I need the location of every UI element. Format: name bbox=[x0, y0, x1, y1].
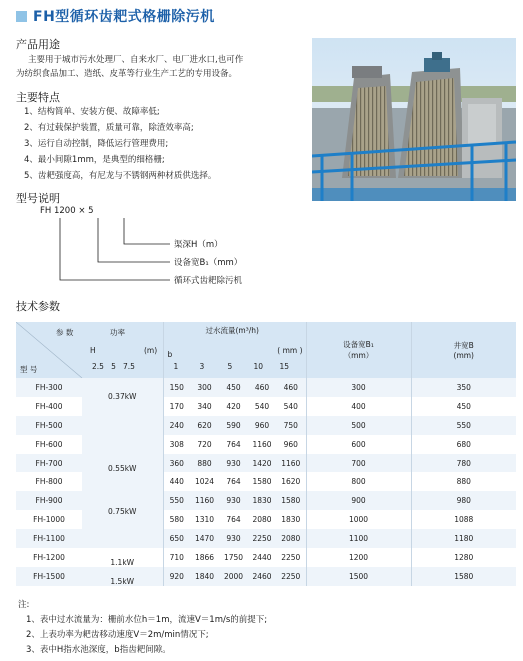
usage-line-1: 主要用于城市污水处理厂、自来水厂、电厂进水口,也可作 bbox=[28, 55, 244, 65]
flow-cell: 720 bbox=[190, 435, 219, 454]
well-cell: 350 bbox=[411, 378, 516, 397]
model-cell: FH-300 bbox=[16, 378, 82, 397]
model-cell: FH-700 bbox=[16, 454, 82, 473]
feature-item: 3、运行自动控制，降低运行管理费用; bbox=[24, 139, 169, 149]
width-cell: 1500 bbox=[306, 567, 411, 586]
header-h-values: 2.5 5 7.5 bbox=[92, 362, 135, 371]
well-cell: 880 bbox=[411, 472, 516, 491]
width-cell: 1100 bbox=[306, 529, 411, 548]
flow-cell: 150 bbox=[163, 378, 190, 397]
header-b-value: 10 bbox=[253, 362, 264, 371]
flow-cell: 880 bbox=[190, 454, 219, 473]
model-bracket-lines bbox=[40, 204, 300, 288]
product-photo bbox=[312, 38, 516, 201]
feature-item: 1、结构简单、安装方便、故障率低; bbox=[24, 107, 160, 117]
model-cell: FH-800 bbox=[16, 472, 82, 491]
model-cell: FH-400 bbox=[16, 397, 82, 416]
model-label-depth: 渠深H（m） bbox=[174, 240, 223, 250]
flow-cell: 710 bbox=[163, 548, 190, 567]
flow-cell: 1024 bbox=[190, 472, 219, 491]
well-cell: 980 bbox=[411, 491, 516, 510]
flow-cell: 1160 bbox=[248, 435, 276, 454]
header-power: 功率 bbox=[110, 328, 125, 337]
header-b-value: 1 bbox=[173, 362, 179, 371]
flow-cell: 460 bbox=[276, 378, 306, 397]
flow-cell: 1750 bbox=[219, 548, 248, 567]
flow-cell: 650 bbox=[163, 529, 190, 548]
note-item: 1、表中过水流量为：栅前水位h＝1m，流速V＝1m/s的前提下; bbox=[26, 615, 268, 625]
table-row bbox=[16, 548, 516, 567]
width-cell: 700 bbox=[306, 454, 411, 473]
note-item: 3、表中H指水池深度，b指齿耙间隙。 bbox=[26, 645, 171, 655]
width-cell: 1200 bbox=[306, 548, 411, 567]
header-b-value: 3 bbox=[199, 362, 205, 371]
flow-cell: 2250 bbox=[248, 529, 276, 548]
header-model: 型 号 bbox=[20, 365, 38, 374]
model-cell: FH-1200 bbox=[16, 548, 82, 567]
flow-cell: 1310 bbox=[190, 510, 219, 529]
header-well-unit: (mm) bbox=[453, 351, 474, 360]
header-h-unit: (m) bbox=[144, 346, 158, 355]
flow-cell: 540 bbox=[276, 397, 306, 416]
flow-cell: 1620 bbox=[276, 472, 306, 491]
flow-cell: 2080 bbox=[248, 510, 276, 529]
model-cell: FH-1500 bbox=[16, 567, 82, 586]
flow-cell: 2250 bbox=[276, 567, 306, 586]
feature-item: 5、齿耙强度高，有尼龙与不锈钢两种材质供选择。 bbox=[24, 171, 217, 181]
flow-cell: 1866 bbox=[190, 548, 219, 567]
flow-cell: 1470 bbox=[190, 529, 219, 548]
flow-cell: 1420 bbox=[248, 454, 276, 473]
flow-cell: 340 bbox=[190, 397, 219, 416]
well-cell: 1280 bbox=[411, 548, 516, 567]
width-cell: 300 bbox=[306, 378, 411, 397]
flow-cell: 1830 bbox=[248, 491, 276, 510]
flow-cell: 2250 bbox=[276, 548, 306, 567]
flow-cell: 550 bbox=[163, 491, 190, 510]
well-cell: 1180 bbox=[411, 529, 516, 548]
model-diagram bbox=[40, 204, 300, 288]
model-cell: FH-500 bbox=[16, 416, 82, 435]
table-row bbox=[16, 378, 516, 397]
flow-cell: 590 bbox=[219, 416, 248, 435]
notes-heading: 注: bbox=[18, 600, 30, 610]
flow-cell: 580 bbox=[163, 510, 190, 529]
params-table bbox=[16, 322, 516, 586]
width-cell: 900 bbox=[306, 491, 411, 510]
header-width-unit: （mm） bbox=[343, 351, 374, 360]
well-cell: 680 bbox=[411, 435, 516, 454]
header-well: 井宽B bbox=[453, 341, 474, 350]
model-code: FH 1200 × 5 bbox=[40, 206, 94, 216]
header-width-cell bbox=[306, 322, 411, 378]
header-well-cell bbox=[411, 322, 516, 378]
flow-cell: 440 bbox=[163, 472, 190, 491]
well-cell: 1088 bbox=[411, 510, 516, 529]
flow-cell: 450 bbox=[219, 378, 248, 397]
width-cell: 400 bbox=[306, 397, 411, 416]
header-model-power-cell bbox=[16, 322, 163, 378]
well-cell: 550 bbox=[411, 416, 516, 435]
flow-cell: 300 bbox=[190, 378, 219, 397]
flow-cell: 750 bbox=[276, 416, 306, 435]
header-b-value: 5 bbox=[227, 362, 233, 371]
feature-item: 2、有过载保护装置，质量可靠，除渣效率高; bbox=[24, 123, 194, 133]
page-title: FH型循环齿耙式格栅除污机 bbox=[33, 9, 215, 25]
width-cell: 500 bbox=[306, 416, 411, 435]
model-cell: FH-900 bbox=[16, 491, 82, 510]
feature-item: 4、最小间隙1mm，是典型的细格栅; bbox=[24, 155, 165, 165]
flow-cell: 2440 bbox=[248, 548, 276, 567]
table-row bbox=[16, 567, 516, 586]
flow-cell: 2080 bbox=[276, 529, 306, 548]
width-cell: 800 bbox=[306, 472, 411, 491]
header-b-value: 15 bbox=[279, 362, 290, 371]
model-cell: FH-600 bbox=[16, 435, 82, 454]
usage-line-2: 为纺织食品加工、造纸、皮革等行业生产工艺的专用设备。 bbox=[16, 69, 238, 79]
flow-cell: 764 bbox=[219, 510, 248, 529]
power-cell: 1.1kW bbox=[82, 548, 163, 567]
width-cell: 600 bbox=[306, 435, 411, 454]
note-item: 2、上表功率为耙齿移动速度V＝2m/min情况下; bbox=[26, 630, 209, 640]
flow-cell: 1580 bbox=[248, 472, 276, 491]
flow-cell: 930 bbox=[219, 491, 248, 510]
flow-cell: 460 bbox=[248, 378, 276, 397]
title-bar bbox=[16, 6, 215, 26]
features-heading: 主要特点 bbox=[16, 91, 60, 104]
model-cell: FH-1100 bbox=[16, 529, 82, 548]
flow-cell: 170 bbox=[163, 397, 190, 416]
flow-cell: 1830 bbox=[276, 510, 306, 529]
flow-cell: 308 bbox=[163, 435, 190, 454]
model-label-type: 循环式齿耙除污机 bbox=[174, 276, 243, 286]
power-cell: 0.55kW bbox=[82, 416, 163, 492]
well-cell: 450 bbox=[411, 397, 516, 416]
flow-cell: 1580 bbox=[276, 491, 306, 510]
flow-cell: 240 bbox=[163, 416, 190, 435]
header-width: 设备宽B₁ bbox=[343, 340, 374, 349]
flow-cell: 1840 bbox=[190, 567, 219, 586]
flow-cell: 620 bbox=[190, 416, 219, 435]
header-flow: 过水流量(m³/h) bbox=[205, 326, 259, 335]
power-cell: 0.75kW bbox=[82, 491, 163, 548]
header-b-unit: ( mm ) bbox=[277, 346, 303, 355]
table-row bbox=[16, 416, 516, 435]
flow-cell: 1160 bbox=[190, 491, 219, 510]
title-square-icon bbox=[16, 11, 27, 22]
params-heading: 技术参数 bbox=[16, 300, 60, 313]
model-cell: FH-1000 bbox=[16, 510, 82, 529]
flow-cell: 960 bbox=[248, 416, 276, 435]
flow-cell: 920 bbox=[163, 567, 190, 586]
notes bbox=[18, 598, 267, 658]
usage-heading: 产品用途 bbox=[16, 38, 60, 51]
well-cell: 1580 bbox=[411, 567, 516, 586]
table-row bbox=[16, 491, 516, 510]
well-cell: 780 bbox=[411, 454, 516, 473]
flow-cell: 540 bbox=[248, 397, 276, 416]
flow-cell: 930 bbox=[219, 454, 248, 473]
flow-cell: 2460 bbox=[248, 567, 276, 586]
width-cell: 1000 bbox=[306, 510, 411, 529]
flow-cell: 930 bbox=[219, 529, 248, 548]
model-label-width: 设备宽B₁（mm） bbox=[174, 258, 243, 268]
header-b-label: b bbox=[167, 350, 173, 359]
flow-cell: 1160 bbox=[276, 454, 306, 473]
header-h-label: H bbox=[90, 346, 96, 355]
power-cell: 1.5kW bbox=[82, 567, 163, 586]
flow-cell: 2000 bbox=[219, 567, 248, 586]
header-param: 参 数 bbox=[56, 328, 74, 337]
flow-cell: 360 bbox=[163, 454, 190, 473]
flow-cell: 764 bbox=[219, 472, 248, 491]
flow-cell: 764 bbox=[219, 435, 248, 454]
flow-cell: 960 bbox=[276, 435, 306, 454]
header-flow-cell bbox=[163, 322, 306, 378]
flow-cell: 420 bbox=[219, 397, 248, 416]
power-cell: 0.37kW bbox=[82, 378, 163, 416]
model-heading: 型号说明 bbox=[16, 192, 60, 205]
